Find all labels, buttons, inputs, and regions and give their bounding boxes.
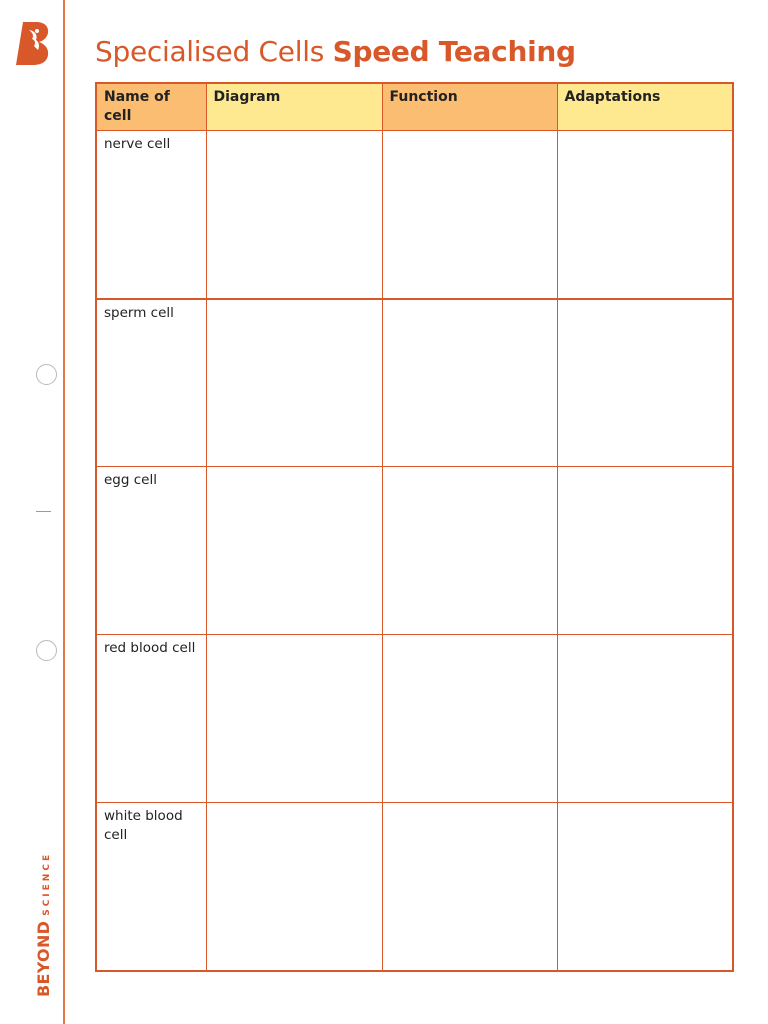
brand-wordmark: [34, 852, 53, 997]
header-diagram: Diagram: [206, 83, 382, 131]
brand-name: BEYOND: [34, 920, 53, 997]
cell-name: white blood cell: [96, 803, 206, 971]
table-row: [96, 467, 733, 635]
cell-function[interactable]: [382, 131, 557, 299]
table-row: [96, 803, 733, 971]
table-row: [96, 131, 733, 299]
cell-diagram[interactable]: [206, 299, 382, 467]
cell-name: red blood cell: [96, 635, 206, 803]
cell-diagram[interactable]: [206, 803, 382, 971]
table-header-row: [96, 83, 733, 131]
header-adaptations: Adaptations: [557, 83, 733, 131]
cell-function[interactable]: [382, 635, 557, 803]
cells-worksheet-table: [95, 82, 734, 972]
cell-name: sperm cell: [96, 299, 206, 467]
header-name-of-cell: Name of cell: [96, 83, 206, 131]
page-title: [95, 34, 576, 70]
brand-subname: SCIENCE: [42, 851, 52, 916]
cell-adaptations[interactable]: [557, 299, 733, 467]
margin-line: [63, 0, 65, 1024]
title-regular: Specialised Cells: [95, 35, 324, 68]
beyond-b-logo-icon: [14, 20, 52, 66]
cell-function[interactable]: [382, 299, 557, 467]
header-function: Function: [382, 83, 557, 131]
cell-adaptations[interactable]: [557, 467, 733, 635]
cell-adaptations[interactable]: [557, 131, 733, 299]
cell-name: egg cell: [96, 467, 206, 635]
cell-function[interactable]: [382, 467, 557, 635]
punch-hole-top: [36, 364, 57, 385]
cell-diagram[interactable]: [206, 467, 382, 635]
title-bold: Speed Teaching: [332, 35, 576, 68]
punch-hole-bottom: [36, 640, 57, 661]
cell-adaptations[interactable]: [557, 635, 733, 803]
table-row: [96, 299, 733, 467]
fold-mark: [36, 511, 51, 512]
cell-adaptations[interactable]: [557, 803, 733, 971]
table-row: [96, 635, 733, 803]
cell-function[interactable]: [382, 803, 557, 971]
cell-diagram[interactable]: [206, 635, 382, 803]
cell-name: nerve cell: [96, 131, 206, 299]
cell-diagram[interactable]: [206, 131, 382, 299]
